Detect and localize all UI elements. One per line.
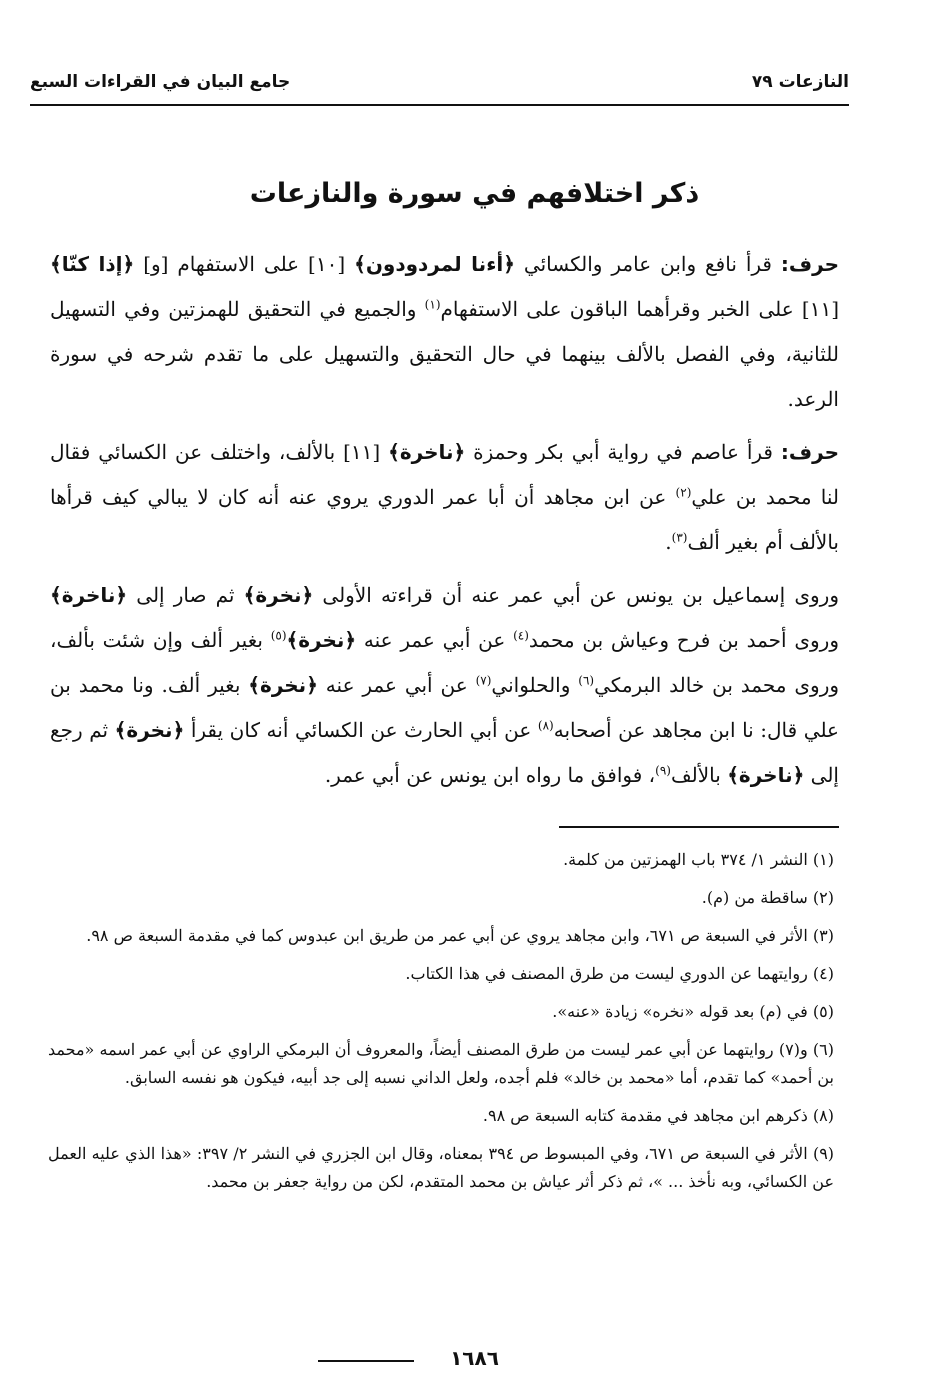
text-run: .	[665, 530, 672, 554]
text-run: عن أبي عمر عنه	[317, 673, 476, 697]
text-run: عن أبي الحارث عن الكسائي أنه كان يقرأ	[184, 718, 538, 742]
header-rule	[30, 104, 849, 106]
footnote-separator	[559, 826, 839, 828]
text-run: عن ابن مجاهد أن أبا عمر الدوري يروي عنه أنه كان لا يبالي كيف قرأها بالألف أم بغير ألف	[50, 485, 839, 554]
footnote: (٦) و(٧) روايتهما عن أبي عمر ليست من طرق المصنف أيضاً، والمعروف أن البرمكي الراوي عن أبي عمر اسمه «محمد بن أحمد» كما تقدم، أما «محمد بن خالد» فلم أجده، ولعل الداني نسبه إلى جد أبيه، فيكون هو نفسه السابق.	[48, 1040, 834, 1087]
text-run: ثم رجع إلى	[50, 718, 839, 787]
page-number: ١٦٨٦	[450, 1346, 499, 1370]
quran-word: ﴿نخرة﴾	[243, 583, 314, 607]
running-header	[30, 72, 849, 92]
paragraph-3	[50, 573, 839, 798]
text-run: والجميع في التحقيق للهمزتين وفي التسهيل للثانية، وفي الفصل بالألف بينهما في حال التحقيق والتسهيل على ما تقدم شرحه في سورة الرعد.	[50, 297, 839, 411]
text-run: ثم صار إلى	[127, 583, 244, 607]
quran-word: ﴿أءنا لمردودون﴾	[354, 252, 515, 276]
text-run: بغير ألف. ونا محمد بن علي قال: نا ابن مجاهد عن أصحابه	[50, 673, 839, 742]
footnote: (٤) روايتهما عن الدوري ليست من طرق المصنف في هذا الكتاب.	[405, 964, 834, 983]
footnote-ref-8: (٨)	[537, 718, 554, 733]
footnote-ref-9: (٩)	[655, 763, 671, 778]
header-book-title: جامع البيان في القراءات السبع	[30, 72, 291, 92]
footnote-ref-5: (٥)	[270, 628, 287, 643]
footnote-ref-1: (١)	[424, 297, 441, 312]
footnote-ref-4: (٤)	[513, 628, 529, 643]
header-surah-page: النازعات ٧٩	[751, 72, 849, 92]
text-run: وروى إسماعيل بن يونس عن أبي عمر عنه أن قراءته الأولى	[313, 583, 839, 607]
text-run: بغير ألف وإن شئت بألف، وروى محمد بن خالد البرمكي	[50, 628, 840, 697]
paragraph-keyword: حرف:	[780, 440, 839, 464]
footnote: (٢) ساقطة من (م).	[701, 888, 834, 907]
text-run: ، فوافق ما رواه ابن يونس عن أبي عمر.	[324, 763, 656, 787]
quran-word: ﴿إذا كنّا﴾	[50, 252, 135, 276]
quran-word: ﴿نخرة﴾	[248, 673, 318, 697]
footnote-ref-3: (٣)	[671, 530, 688, 545]
footnote: (٩) الأثر في السبعة ص ٦٧١، وفي المبسوط ص ٣٩٤ بمعناه، وقال ابن الجزري في النشر ٢/ ٣٩٧: «هذا الذي عليه العمل عن الكسائي، وبه نأخذ ... »، ثم ذكر أثر عياش بن محمد المتقدم، لكن من رواية جعفر بن محمد.	[48, 1144, 835, 1191]
footnote: (٨) ذكرهم ابن مجاهد في مقدمة كتابه السبعة ص ٩٨.	[482, 1106, 834, 1125]
quran-word: ﴿نخرة﴾	[286, 628, 357, 652]
footnote-ref-2: (٢)	[675, 485, 692, 500]
footnote: (١) النشر ١/ ٣٧٤ باب الهمزتين من كلمة.	[563, 850, 834, 869]
footnote-ref-6: (٦)	[578, 673, 595, 688]
quran-word: ﴿ناخرة﴾	[50, 583, 128, 607]
text-run: بالألف	[670, 763, 728, 787]
text-run: [١١] على الخبر وقرأهما الباقون على الاستفهام	[440, 297, 839, 321]
text-run: وروى أحمد بن فرح وعياش بن محمد	[528, 628, 839, 652]
quran-word: ﴿نخرة﴾	[114, 718, 185, 742]
text-run: [١٠] على الاستفهام [و]	[134, 252, 355, 276]
paragraph-2	[50, 430, 839, 565]
footnote: (٥) في (م) بعد قوله «نخره» زيادة «عنه».	[552, 1002, 834, 1021]
text-run: قرأ عاصم في رواية أبي بكر وحمزة	[465, 440, 781, 464]
section-title: ذكر اختلافهم في سورة والنازعات	[249, 178, 700, 209]
paragraph-keyword: حرف:	[780, 252, 840, 276]
text-run: والحلواني	[491, 673, 579, 697]
text-run: قرأ نافع وابن عامر والكسائي	[515, 252, 781, 276]
folio-rule-left	[318, 1360, 414, 1362]
footnote: (٣) الأثر في السبعة ص ٦٧١، وابن مجاهد يروي عن أبي عمر من طريق ابن عبدوس كما في مقدمة السبعة ص ٩٨.	[86, 926, 834, 945]
quran-word: ﴿ناخرة﴾	[388, 440, 466, 464]
quran-word: ﴿ناخرة﴾	[727, 763, 805, 787]
text-run: عن أبي عمر عنه	[356, 628, 514, 652]
main-text	[50, 242, 839, 806]
paragraph-1	[50, 242, 839, 422]
footnotes	[48, 846, 834, 1206]
text-run: [١١] بالألف، واختلف عن الكسائي فقال لنا محمد بن علي	[50, 440, 839, 509]
footnote-ref-7: (٧)	[475, 673, 492, 688]
